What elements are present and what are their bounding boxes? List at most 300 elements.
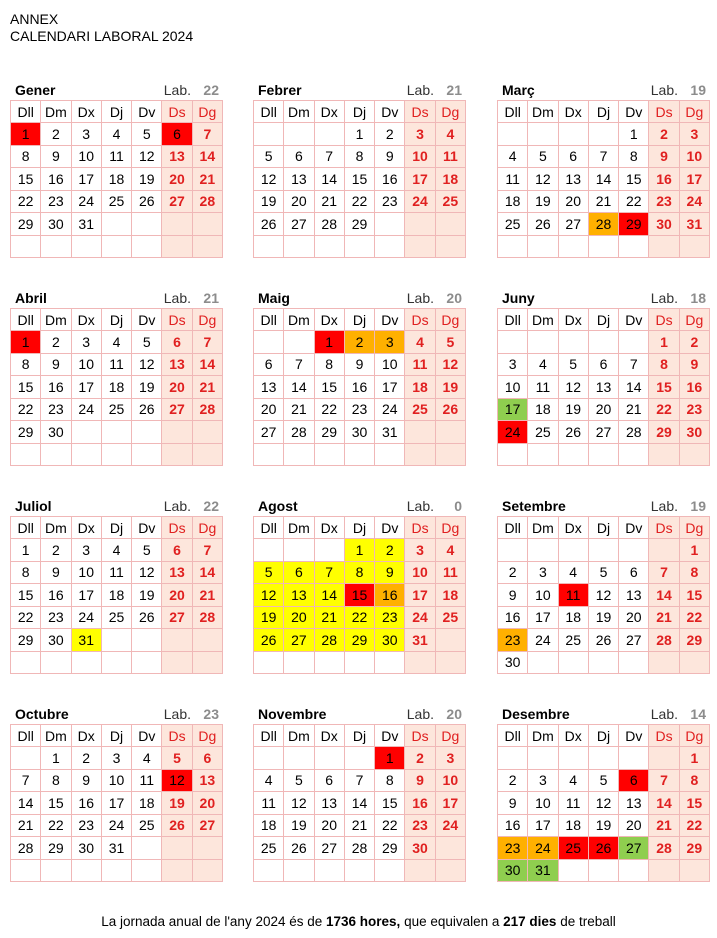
day-cell: 21 <box>314 190 344 213</box>
working-days-count: 19 <box>690 82 706 98</box>
working-days-label: Lab. <box>163 498 191 514</box>
day-cell: 10 <box>498 376 528 399</box>
day-cell: 4 <box>435 539 465 562</box>
day-cell: 28 <box>314 629 344 652</box>
day-cell: 18 <box>558 814 588 837</box>
weekday-header: Dv <box>132 309 162 331</box>
day-cell: 26 <box>528 213 558 236</box>
day-cell: 12 <box>528 168 558 191</box>
day-cell: 4 <box>405 331 435 354</box>
week-row <box>498 376 710 399</box>
day-cell: 29 <box>679 629 709 652</box>
day-cell: 23 <box>405 814 435 837</box>
month-setembre <box>497 498 710 674</box>
day-cell: 12 <box>254 168 284 191</box>
day-cell: 29 <box>11 421 41 444</box>
empty-cell <box>375 651 405 674</box>
day-cell: 10 <box>71 561 101 584</box>
week-row <box>11 190 223 213</box>
empty-cell <box>375 235 405 258</box>
day-cell: 21 <box>588 190 618 213</box>
day-cell: 6 <box>588 353 618 376</box>
empty-cell <box>405 213 435 236</box>
day-cell: 26 <box>254 213 284 236</box>
day-cell: 7 <box>314 145 344 168</box>
empty-cell <box>192 629 222 652</box>
working-days <box>407 498 462 514</box>
day-cell: 16 <box>649 168 679 191</box>
week-row <box>254 651 466 674</box>
empty-cell <box>162 443 192 466</box>
weekday-header: Dx <box>314 517 344 539</box>
day-cell: 18 <box>254 814 284 837</box>
working-days-count: 19 <box>690 498 706 514</box>
day-cell: 23 <box>41 190 71 213</box>
day-cell: 25 <box>435 190 465 213</box>
empty-cell <box>254 651 284 674</box>
month-header <box>497 498 710 516</box>
day-cell: 19 <box>254 606 284 629</box>
day-cell: 1 <box>41 747 71 770</box>
day-cell: 3 <box>435 747 465 770</box>
day-cell: 12 <box>162 769 192 792</box>
empty-cell <box>588 539 618 562</box>
day-cell: 27 <box>284 629 314 652</box>
day-cell: 15 <box>649 376 679 399</box>
day-cell: 23 <box>375 606 405 629</box>
day-cell: 21 <box>11 814 41 837</box>
month-header <box>253 498 466 516</box>
weekday-header: Dx <box>71 517 101 539</box>
weekday-header: Dm <box>284 309 314 331</box>
day-cell: 30 <box>498 859 528 882</box>
day-cell: 24 <box>71 190 101 213</box>
empty-cell <box>435 421 465 444</box>
day-cell: 15 <box>11 376 41 399</box>
week-row <box>254 145 466 168</box>
weekday-header: Dx <box>558 309 588 331</box>
weekday-header: Dg <box>435 101 465 123</box>
empty-cell <box>101 443 131 466</box>
day-cell: 25 <box>405 398 435 421</box>
day-cell: 22 <box>679 814 709 837</box>
working-days-label: Lab. <box>650 706 678 722</box>
day-cell: 24 <box>71 606 101 629</box>
working-days-label: Lab. <box>406 706 434 722</box>
day-cell: 18 <box>132 792 162 815</box>
day-cell: 12 <box>284 792 314 815</box>
day-cell: 15 <box>619 168 649 191</box>
day-cell: 30 <box>41 421 71 444</box>
week-row <box>498 145 710 168</box>
empty-cell <box>558 859 588 882</box>
day-cell: 25 <box>101 190 131 213</box>
month-table <box>497 724 710 882</box>
empty-cell <box>162 421 192 444</box>
week-row <box>254 629 466 652</box>
day-cell: 22 <box>344 606 374 629</box>
day-cell: 30 <box>375 629 405 652</box>
day-cell: 1 <box>649 331 679 354</box>
empty-cell <box>132 629 162 652</box>
empty-cell <box>101 213 131 236</box>
month-header <box>253 82 466 100</box>
empty-cell <box>498 235 528 258</box>
day-cell: 7 <box>344 769 374 792</box>
day-cell: 10 <box>101 769 131 792</box>
day-cell: 22 <box>649 398 679 421</box>
day-cell: 20 <box>619 814 649 837</box>
working-days-count: 21 <box>446 82 462 98</box>
week-row <box>498 792 710 815</box>
empty-cell <box>558 539 588 562</box>
weekday-header: Dv <box>132 101 162 123</box>
day-cell: 27 <box>619 629 649 652</box>
day-cell: 4 <box>558 561 588 584</box>
day-cell: 3 <box>71 539 101 562</box>
day-cell: 25 <box>132 814 162 837</box>
day-cell: 10 <box>528 584 558 607</box>
week-row <box>498 213 710 236</box>
day-cell: 19 <box>588 606 618 629</box>
day-cell: 27 <box>314 837 344 860</box>
day-cell: 2 <box>71 747 101 770</box>
day-cell: 26 <box>132 190 162 213</box>
empty-cell <box>132 859 162 882</box>
empty-cell <box>101 651 131 674</box>
week-row <box>254 213 466 236</box>
empty-cell <box>132 235 162 258</box>
weekday-header: Ds <box>162 309 192 331</box>
day-cell: 3 <box>679 123 709 146</box>
weekday-header: Dj <box>344 517 374 539</box>
day-cell: 30 <box>71 837 101 860</box>
empty-cell <box>405 235 435 258</box>
working-days <box>164 498 219 514</box>
month-table <box>10 516 223 674</box>
day-cell: 31 <box>71 213 101 236</box>
empty-cell <box>162 859 192 882</box>
day-cell: 5 <box>132 123 162 146</box>
day-cell: 13 <box>619 792 649 815</box>
week-row <box>11 606 223 629</box>
weekday-header: Dv <box>619 517 649 539</box>
footer-text-3: de treball <box>556 914 616 929</box>
day-cell: 5 <box>588 769 618 792</box>
day-cell: 27 <box>254 421 284 444</box>
day-cell: 1 <box>11 539 41 562</box>
week-row <box>254 443 466 466</box>
day-cell: 29 <box>314 421 344 444</box>
day-cell: 15 <box>344 584 374 607</box>
weekday-header: Dj <box>588 725 618 747</box>
empty-cell <box>132 213 162 236</box>
day-cell: 31 <box>405 629 435 652</box>
empty-cell <box>405 651 435 674</box>
day-cell: 24 <box>679 190 709 213</box>
day-cell: 1 <box>344 539 374 562</box>
empty-cell <box>314 539 344 562</box>
working-days-label: Lab. <box>406 290 434 306</box>
empty-cell <box>314 123 344 146</box>
day-cell: 6 <box>162 539 192 562</box>
month-table <box>253 100 466 258</box>
empty-cell <box>192 235 222 258</box>
day-cell: 19 <box>132 584 162 607</box>
empty-cell <box>344 747 374 770</box>
working-days-label: Lab. <box>406 498 434 514</box>
day-cell: 24 <box>101 814 131 837</box>
weekday-header: Dll <box>498 517 528 539</box>
day-cell: 11 <box>528 376 558 399</box>
day-cell: 4 <box>528 353 558 376</box>
month-desembre <box>497 706 710 882</box>
day-cell: 24 <box>405 606 435 629</box>
day-cell: 28 <box>11 837 41 860</box>
weekday-header: Dll <box>11 309 41 331</box>
empty-cell <box>649 859 679 882</box>
weekday-header: Dll <box>498 725 528 747</box>
week-row <box>11 859 223 882</box>
week-row <box>11 443 223 466</box>
day-cell: 19 <box>435 376 465 399</box>
day-cell: 21 <box>192 168 222 191</box>
day-cell: 11 <box>132 769 162 792</box>
day-cell: 14 <box>192 353 222 376</box>
week-row <box>498 814 710 837</box>
weekday-header: Dv <box>375 517 405 539</box>
day-cell: 26 <box>558 421 588 444</box>
day-cell: 13 <box>314 792 344 815</box>
day-cell: 29 <box>41 837 71 860</box>
weekday-header: Ds <box>405 101 435 123</box>
empty-cell <box>314 235 344 258</box>
day-cell: 5 <box>162 747 192 770</box>
day-cell: 16 <box>41 584 71 607</box>
working-days-count: 22 <box>203 82 219 98</box>
weekday-header: Dx <box>314 725 344 747</box>
day-cell: 12 <box>588 792 618 815</box>
empty-cell <box>254 539 284 562</box>
weekday-header: Dx <box>314 309 344 331</box>
day-cell: 22 <box>41 814 71 837</box>
day-cell: 3 <box>71 331 101 354</box>
working-days <box>164 290 219 306</box>
day-cell: 8 <box>344 145 374 168</box>
working-days <box>651 290 706 306</box>
weekday-header: Dj <box>588 309 618 331</box>
empty-cell <box>284 539 314 562</box>
day-cell: 28 <box>344 837 374 860</box>
day-cell: 17 <box>405 168 435 191</box>
day-cell: 7 <box>588 145 618 168</box>
empty-cell <box>649 539 679 562</box>
day-cell: 18 <box>558 606 588 629</box>
day-cell: 15 <box>11 584 41 607</box>
day-cell: 22 <box>679 606 709 629</box>
day-cell: 14 <box>588 168 618 191</box>
day-cell: 13 <box>619 584 649 607</box>
empty-cell <box>71 235 101 258</box>
day-cell: 8 <box>375 769 405 792</box>
empty-cell <box>619 651 649 674</box>
day-cell: 31 <box>528 859 558 882</box>
month-name: Juliol <box>15 498 52 514</box>
weekday-header: Dj <box>101 309 131 331</box>
day-cell: 1 <box>619 123 649 146</box>
day-cell: 10 <box>679 145 709 168</box>
day-cell: 9 <box>375 145 405 168</box>
empty-cell <box>254 235 284 258</box>
day-cell: 30 <box>498 651 528 674</box>
empty-cell <box>344 651 374 674</box>
month-març <box>497 82 710 258</box>
day-cell: 27 <box>558 213 588 236</box>
day-cell: 2 <box>679 331 709 354</box>
month-name: Gener <box>15 82 56 98</box>
week-row <box>11 837 223 860</box>
empty-cell <box>679 235 709 258</box>
empty-cell <box>588 859 618 882</box>
day-cell: 23 <box>344 398 374 421</box>
day-cell: 15 <box>375 792 405 815</box>
day-cell: 9 <box>405 769 435 792</box>
empty-cell <box>619 331 649 354</box>
day-cell: 25 <box>101 606 131 629</box>
day-cell: 25 <box>254 837 284 860</box>
week-row <box>498 606 710 629</box>
empty-cell <box>558 443 588 466</box>
day-cell: 16 <box>71 792 101 815</box>
day-cell: 19 <box>528 190 558 213</box>
day-cell: 19 <box>284 814 314 837</box>
day-cell: 4 <box>101 331 131 354</box>
month-agost <box>253 498 466 674</box>
day-cell: 7 <box>619 353 649 376</box>
day-cell: 1 <box>11 331 41 354</box>
week-row <box>254 837 466 860</box>
day-cell: 18 <box>498 190 528 213</box>
empty-cell <box>375 213 405 236</box>
day-cell: 27 <box>619 837 649 860</box>
week-row <box>498 837 710 860</box>
day-cell: 6 <box>284 561 314 584</box>
empty-cell <box>588 235 618 258</box>
empty-cell <box>679 651 709 674</box>
week-row <box>254 376 466 399</box>
weekday-header: Dm <box>528 725 558 747</box>
week-row <box>11 235 223 258</box>
day-cell: 28 <box>619 421 649 444</box>
day-cell: 6 <box>619 561 649 584</box>
day-cell: 4 <box>435 123 465 146</box>
week-row <box>11 376 223 399</box>
day-cell: 30 <box>649 213 679 236</box>
weekday-header: Ds <box>405 517 435 539</box>
day-cell: 1 <box>679 747 709 770</box>
month-header <box>10 290 223 308</box>
empty-cell <box>435 213 465 236</box>
day-cell: 20 <box>254 398 284 421</box>
day-cell: 20 <box>284 190 314 213</box>
day-cell: 25 <box>558 629 588 652</box>
week-row <box>498 629 710 652</box>
month-name: Octubre <box>15 706 69 722</box>
day-cell: 20 <box>192 792 222 815</box>
empty-cell <box>528 123 558 146</box>
day-cell: 8 <box>11 145 41 168</box>
empty-cell <box>192 443 222 466</box>
day-cell: 26 <box>132 398 162 421</box>
empty-cell <box>284 651 314 674</box>
day-cell: 12 <box>254 584 284 607</box>
day-cell: 4 <box>101 123 131 146</box>
day-cell: 5 <box>254 145 284 168</box>
day-cell: 14 <box>192 145 222 168</box>
empty-cell <box>101 235 131 258</box>
week-row <box>11 814 223 837</box>
weekday-header: Ds <box>649 725 679 747</box>
day-cell: 12 <box>435 353 465 376</box>
day-cell: 18 <box>435 168 465 191</box>
day-cell: 9 <box>649 145 679 168</box>
day-cell: 10 <box>435 769 465 792</box>
month-name: Desembre <box>502 706 570 722</box>
empty-cell <box>405 421 435 444</box>
day-cell: 17 <box>528 814 558 837</box>
day-cell: 8 <box>649 353 679 376</box>
day-cell: 17 <box>71 376 101 399</box>
day-cell: 14 <box>619 376 649 399</box>
day-cell: 31 <box>71 629 101 652</box>
day-cell: 28 <box>192 190 222 213</box>
day-cell: 5 <box>588 561 618 584</box>
day-cell: 19 <box>558 398 588 421</box>
day-cell: 21 <box>619 398 649 421</box>
weekday-header: Dj <box>101 517 131 539</box>
day-cell: 3 <box>71 123 101 146</box>
day-cell: 21 <box>649 606 679 629</box>
week-row <box>11 123 223 146</box>
day-cell: 19 <box>132 168 162 191</box>
weekday-header: Dg <box>679 725 709 747</box>
working-days-count: 23 <box>203 706 219 722</box>
weekday-header: Dm <box>284 101 314 123</box>
empty-cell <box>71 651 101 674</box>
week-row <box>11 584 223 607</box>
empty-cell <box>588 443 618 466</box>
day-cell: 8 <box>679 561 709 584</box>
month-table <box>10 308 223 466</box>
empty-cell <box>344 235 374 258</box>
working-days-count: 20 <box>446 706 462 722</box>
day-cell: 6 <box>558 145 588 168</box>
month-header <box>497 706 710 724</box>
weekday-header: Dg <box>192 101 222 123</box>
day-cell: 20 <box>619 606 649 629</box>
day-cell: 12 <box>132 145 162 168</box>
day-cell: 26 <box>132 606 162 629</box>
weekday-header: Ds <box>162 101 192 123</box>
week-row <box>498 421 710 444</box>
week-row <box>498 398 710 421</box>
week-row <box>11 792 223 815</box>
working-days <box>407 706 462 722</box>
empty-cell <box>649 235 679 258</box>
empty-cell <box>284 235 314 258</box>
day-cell: 28 <box>649 629 679 652</box>
empty-cell <box>254 331 284 354</box>
